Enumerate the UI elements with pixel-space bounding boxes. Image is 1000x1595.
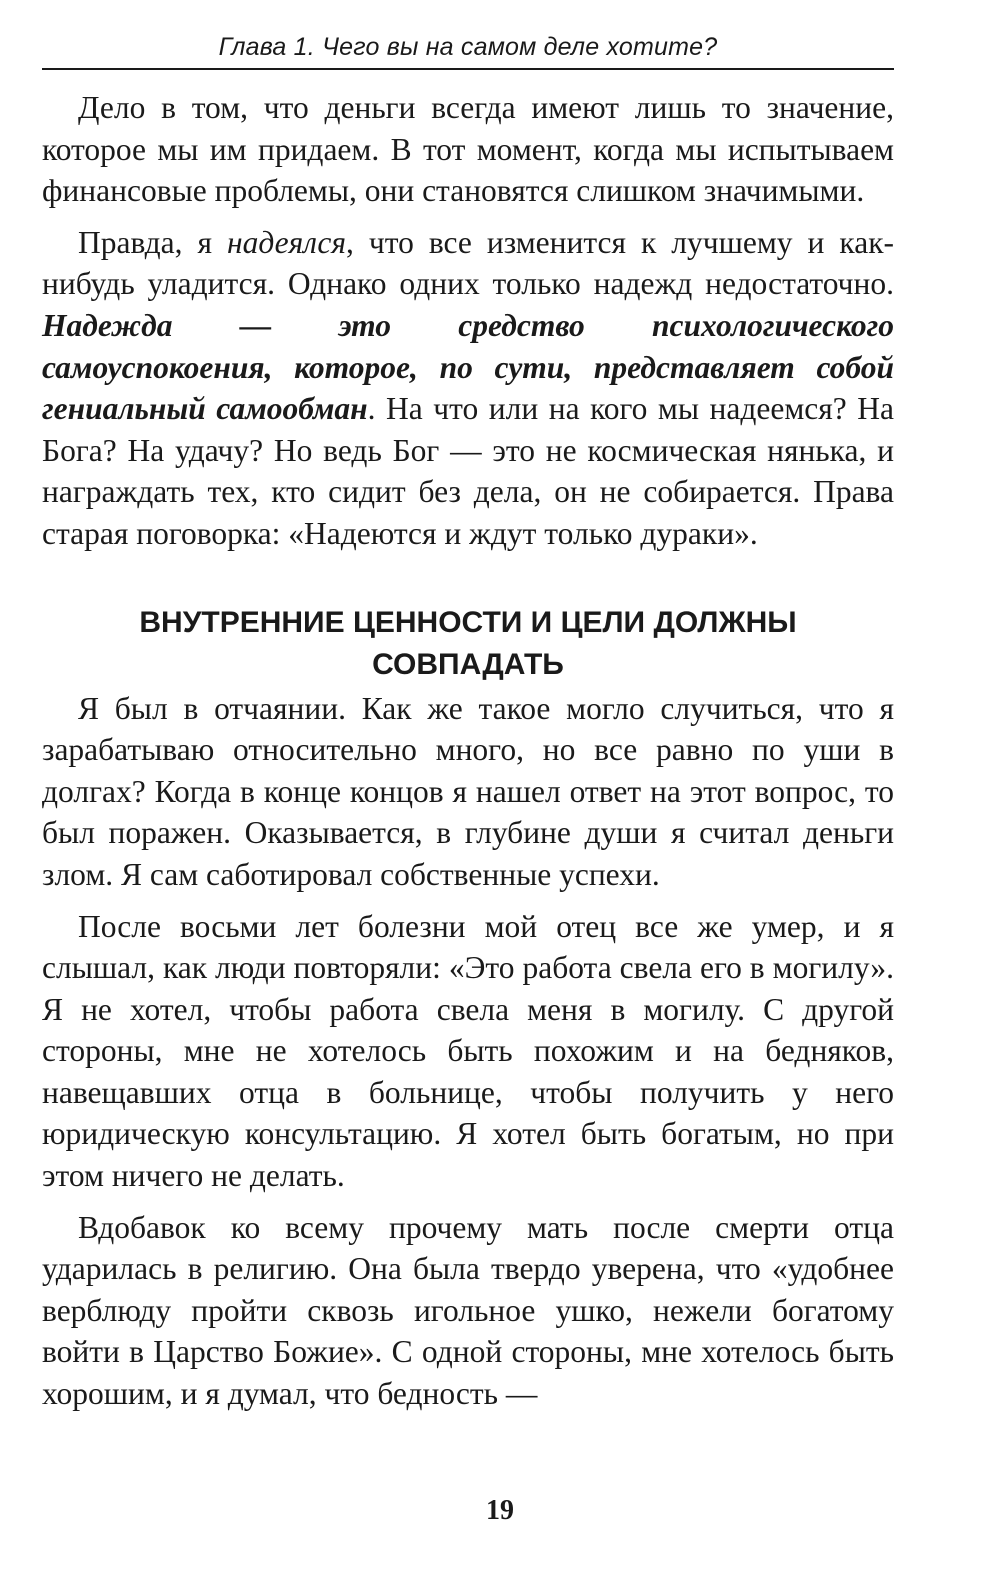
text-segment: Я был в отчаянии. Как же такое могло случиться, что я зарабатываю относительно много, но все равно по уши в долгах? Когда в конце концов я нашел ответ на этот вопрос, то был поражен. Оказывается, в глубине души я считал деньги злом. Я сам саботировал собственные успехи. [42, 690, 894, 892]
bold-italic-emphasis: Надежда — это средство психологического самоуспокоения, которое, по сути, представляет собой гениальный самообман [42, 307, 894, 427]
page-number: 19 [486, 1495, 514, 1526]
section-title [62, 602, 874, 686]
text-segment: После восьми лет болезни мой отец все же умер, и я слышал, как люди повторяли: «Это работа свела его в могилу». Я не хотел, чтобы работа свела меня в могилу. С другой стороны, мне не хотелось быть похожим и на бедняков, навещавших отца в больнице, чтобы получить у него юридическую консультацию. Я хотел быть богатым, но при этом ничего не делать. [42, 908, 894, 1194]
paragraph [42, 1207, 894, 1415]
paragraph [42, 688, 894, 896]
text-segment: , что все изменится к лучшему и как-нибудь уладится. Однако одних только надежд недостаточно. [42, 224, 894, 302]
text-segment: . На что или на кого мы надеемся? На Бога? На удачу? Но ведь Бог — это не космическая нянька, и награждать тех, кто сидит без дела, он не собирается. Права старая поговорка: «Надеются и ждут только дураки». [42, 391, 895, 551]
italic-emphasis: надеялся [226, 224, 347, 260]
book-page [42, 30, 894, 1425]
paragraph [42, 906, 894, 1197]
paragraph [42, 87, 894, 212]
section-title-line: СОВПАДАТЬ [372, 647, 564, 681]
text-segment: Вдобавок ко всему прочему мать после смерти отца ударилась в религию. Она была твердо уверена, что «удобнее верблюду пройти сквозь игольное ушко, нежели богатому войти в Царство Божие». С одной стороны, мне хотелось быть хорошим, и я думал, что бедность — [42, 1209, 894, 1412]
text-segment: Дело в том, что деньги всегда имеют лишь то значение, которое мы им придаем. В тот момент, когда мы испытываем финансовые проблемы, они становятся слишком значимыми. [42, 90, 894, 209]
header-rule [42, 68, 894, 70]
body-text [42, 87, 894, 1415]
section-title-line: ВНУТРЕННИЕ ЦЕННОСТИ И ЦЕЛИ ДОЛЖНЫ [139, 605, 797, 639]
running-header: Глава 1. Чего вы на самом деле хотите? [218, 33, 718, 61]
text-segment: Правда, я [78, 224, 227, 260]
paragraph [42, 222, 894, 555]
